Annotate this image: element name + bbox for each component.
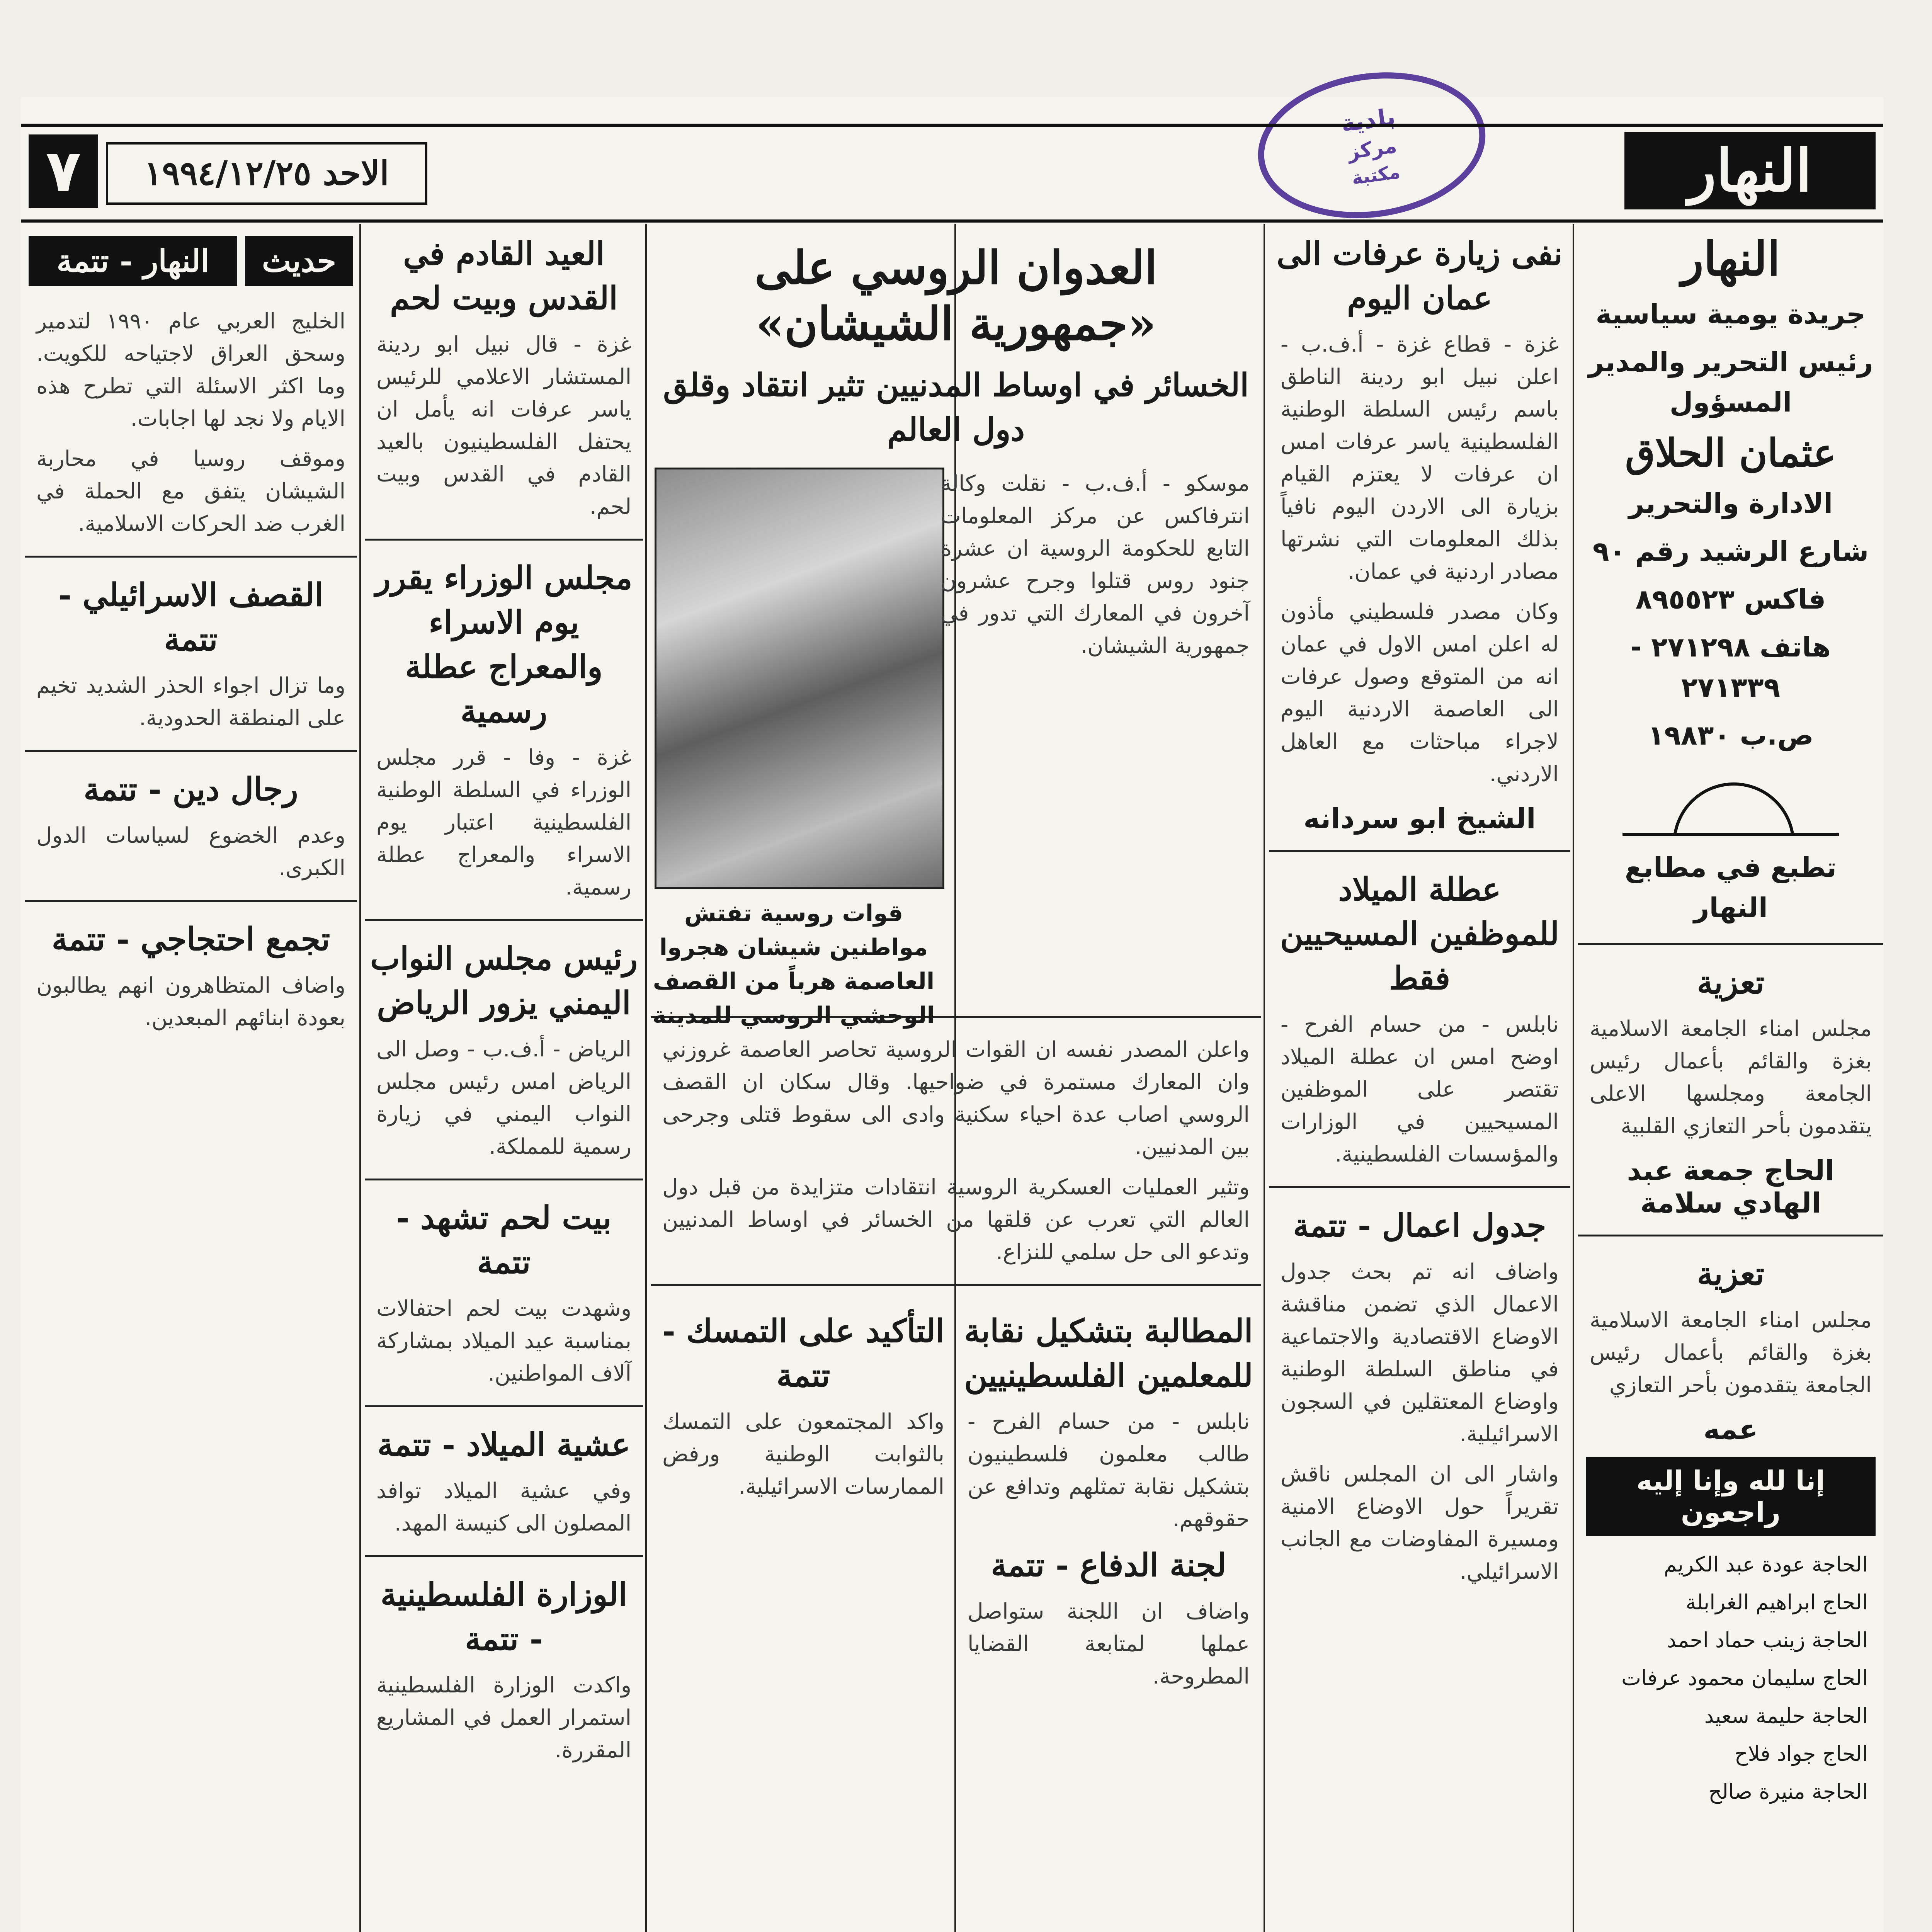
condolence-text-2: مجلس امناء الجامعة الاسلامية بغزة والقائم بأعمال رئيس الجامعة يتقدمون بأحر التعازي bbox=[1590, 1308, 1872, 1398]
print-label: تطبع في مطابع النهار bbox=[1624, 852, 1837, 923]
publisher-tagline: جريدة يومية سياسية bbox=[1595, 298, 1866, 330]
news-photo bbox=[655, 468, 944, 889]
yemen-headline: رئيس مجلس النواب اليمني يزور الرياض bbox=[370, 940, 638, 1022]
condolence-deceased: الحاج جمعة عبد الهادي سلامة bbox=[1627, 1154, 1835, 1219]
editor-name: عثمان الحلاق bbox=[1625, 430, 1837, 476]
christmas-eve-headline: عشية الميلاد - تتمة bbox=[377, 1426, 631, 1463]
column-publisher bbox=[1578, 224, 1883, 1932]
column-divider bbox=[1573, 224, 1574, 1932]
hadith-title: النهار - تتمة bbox=[29, 236, 237, 286]
condolence-title-2: تعزية bbox=[1697, 1255, 1765, 1293]
protest-body: واضاف المتظاهرون انهم يطالبون بعودة ابنائهم المبعدين. bbox=[36, 973, 345, 1031]
jerusalem-body: غزة - قال نبيل ابو ردينة المستشار الاعلامي للرئيس ياسر عرفات انه يأمل ان يحتفل الفلسطينيون بالعيد القادم في القدس وبيت لحم. bbox=[376, 332, 631, 519]
emphasis-body: واكد المجتمعون على التمسك بالثوابت الوطنية ورفض الممارسات الاسرائيلية. bbox=[662, 1409, 944, 1499]
defense-body: واضاف ان اللجنة ستواصل عملها لمتابعة القضايا المطروحة. bbox=[968, 1599, 1250, 1689]
condolence-text: مجلس امناء الجامعة الاسلامية بغزة والقائم بأعمال رئيس الجامعة ومجلسها الاعلى يتقدمون بأحر التعازي القلبية bbox=[1590, 1016, 1872, 1139]
main-subheadline: الخسائر في اوساط المدنيين تثير انتقاد وقلق دول العالم bbox=[663, 367, 1249, 448]
phone-number: هاتف ٢٧١٢٩٨ - ٢٧١٣٣٩ bbox=[1630, 631, 1831, 703]
newspaper-page bbox=[21, 97, 1883, 1932]
column-divider bbox=[359, 224, 361, 1932]
bethlehem-headline: بيت لحم تشهد - تتمة bbox=[396, 1199, 612, 1281]
yemen-body: الرياض - أ.ف.ب - وصل الى الرياض امس رئيس مجلس النواب اليمني في زيارة رسمية للمملكة. bbox=[376, 1037, 631, 1159]
israeli-shelling-headline: القصف الاسرائيلي - تتمة bbox=[58, 577, 323, 658]
sunrise-logo-icon bbox=[1622, 767, 1839, 836]
column-arafat: نفى زيارة عرفات الى عمان اليوم غزة - قطاع غزة - أ.ف.ب - اعلن نبيل ابو ردينة الناطق باسم رئيس السلطة الوطنية الفلسطينية ياسر عرفات امس ان عرفات لا يعتزم القيام بزيارة الى الاردن اليوم نافياً بذلك المعلومات التي نشرتها مصادر اردنية في عمان. وكان مصدر فلسطيني مأذون له اعلن امس الاول في عمان انه من المتوقع وصول عرفات الى العاصمة الاردنية اليوم لاجراء مباحثات مع العاهل الاردني. الشيخ ابو سردانه عطلة الميلاد للموظفين المسيحيين فقط نابلس - من حسام الفرح - اوضح امس ان عطلة الميلاد تقتصر على الموظفين المسيحيين في الوزارات والمؤسسات الفلسطينية. جدول اعمال - تتمة واضاف انه تم بحث جدول الاعمال الذي تضمن مناقشة الاوضاع الاقتصادية والاجتماعية في مناطق السلطة الوطنية واوضاع المعتقلين في السجون الاسرائيلية. واشار الى ان المجلس ناقش تقريراً حول الاوضاع الامنية ومسيرة المفاوضات مع الجانب الاسرائيلي. bbox=[1269, 224, 1570, 1932]
masthead bbox=[21, 124, 1883, 223]
street-address: شارع الرشيد رقم ٩٠ bbox=[1592, 536, 1869, 567]
hadith-body: الخليج العربي عام ١٩٩٠ لتدمير وسحق العراق لاجتياحه للكويت. وما اكثر الاسئلة التي تطرح هذه الايام ولا نجد لها اجابات. bbox=[36, 309, 346, 431]
po-box: ص.ب ١٩٨٣٠ bbox=[1648, 719, 1814, 751]
main-headline: العدوان الروسي على «جمهورية الشيشان» bbox=[754, 241, 1158, 350]
emphasis-headline: التأكيد على التمسك - تتمة bbox=[662, 1313, 945, 1394]
mourning-name: الحاجة عودة عبد الكريم bbox=[1664, 1552, 1868, 1577]
mourning-name: الحاج جواد فلاح bbox=[1734, 1742, 1868, 1766]
main-body-lead: موسكو - أ.ف.ب - نقلت وكالة انترفاكس عن مركز المعلومات التابع للحكومة الروسية ان عشرة جنود روس قتلوا وجرح عشرون آخرون في المعارك التي تدور في جمهورية الشيشان. bbox=[940, 471, 1250, 658]
ministry-body: واكدت الوزارة الفلسطينية استمرار العمل في المشاريع المقررة. bbox=[376, 1673, 631, 1763]
main-body: واعلن المصدر نفسه ان القوات الروسية تحاصر العاصمة غروزني وان المعارك مستمرة في ضواحيها. وقال سكان ان القصف الروسي اصاب عدة احياء سكنية وادى الى سقوط قتلى وجرحى بين المدنيين. bbox=[662, 1037, 1250, 1160]
ministry-headline: الوزارة الفلسطينية - تتمة bbox=[380, 1576, 628, 1658]
protest-headline: تجمع احتجاجي - تتمة bbox=[51, 921, 330, 958]
column-hadith: حديث النهار - تتمة الخليج العربي عام ١٩٩٠ لتدمير وسحق العراق لاجتياحه للكويت. وما اكثر الاسئلة التي تطرح هذه الايام ولا نجد لها اجابات. وموقف روسيا في محاربة الشيشان يتفق مع الحملة في الغرب ضد الحركات الاسلامية. القصف الاسرائيلي - تتمة وما تزال اجواء الحذر الشديد تخيم على المنطقة الحدودية. رجال دين - تتمة وعدم الخضوع لسياسات الدول الكبرى. تجمع احتجاجي - تتمة واضاف المتظاهرون انهم يطالبون بعودة ابنائهم المبعدين. bbox=[25, 224, 357, 1932]
mourning-name: الحاجة منيرة صالح bbox=[1708, 1779, 1868, 1804]
mourning-name: الحاج سليمان محمود عرفات bbox=[1621, 1666, 1868, 1690]
holiday-headline: عطلة الميلاد للموظفين المسيحيين فقط bbox=[1280, 871, 1560, 997]
defense-headline: لجنة الدفاع - تتمة bbox=[991, 1547, 1226, 1584]
editor-label: رئيس التحرير والمدير المسؤول bbox=[1588, 346, 1873, 418]
page-number: ٧ bbox=[29, 134, 98, 208]
condolence-subtitle-2: عمه bbox=[1703, 1413, 1758, 1446]
cabinet-body: غزة - وفا - قرر مجلس الوزراء في السلطة الوطنية الفلسطينية اعتبار يوم الاسراء والمعراج عطلة رسمية. bbox=[376, 745, 631, 900]
stamp-line-1: بلدية bbox=[1339, 103, 1397, 138]
hadith-tag: حديث bbox=[245, 236, 353, 286]
christmas-eve-body: وفي عشية الميلاد توافد المصلون الى كنيسة المهد. bbox=[376, 1478, 631, 1536]
newspaper-logo: النهار bbox=[1624, 132, 1876, 209]
fax-number: فاكس ٨٩٥٥٢٣ bbox=[1635, 583, 1826, 615]
clerics-body: وعدم الخضوع لسياسات الدول الكبرى. bbox=[36, 823, 345, 881]
mourning-name: الحاجة زينب حماد احمد bbox=[1667, 1628, 1868, 1652]
mourning-box-title: إنا لله وإنا إليه راجعون bbox=[1586, 1457, 1876, 1536]
teachers-body: نابلس - من حسام الفرح - طالب معلمون فلسطينيون بتشكيل نقابة تمثلهم وتدافع عن حقوقهم. bbox=[968, 1409, 1250, 1532]
holiday-body: نابلس - من حسام الفرح - اوضح امس ان عطلة الميلاد تقتصر على الموظفين المسيحيين في الوزارات والمؤسسات الفلسطينية. bbox=[1281, 1012, 1559, 1167]
condolence-title: تعزية bbox=[1697, 964, 1765, 1001]
arafat-body: غزة - قطاع غزة - أ.ف.ب - اعلن نبيل ابو ردينة الناطق باسم رئيس السلطة الوطنية الفلسطينية ياسر عرفات امس ان عرفات لا يعتزم القيام بزيارة الى الاردن اليوم نافياً بذلك المعلومات التي نشرتها مصادر اردنية في عمان. bbox=[1281, 332, 1559, 584]
mourning-name: الحاجة حليمة سعيد bbox=[1704, 1704, 1868, 1728]
teachers-headline: المطالبة بتشكيل نقابة للمعلمين الفلسطينيين bbox=[964, 1313, 1253, 1394]
arafat-headline: نفى زيارة عرفات الى عمان اليوم bbox=[1277, 235, 1563, 317]
admin-label: الادارة والتحرير bbox=[1628, 488, 1833, 519]
main-story: العدوان الروسي على «جمهورية الشيشان» الخسائر في اوساط المدنيين تثير انتقاد وقلق دول العالم قوات روسية تفتش مواطنين شيشان هجروا العاصمة هرباً من القصف الوحشي الروسي للمدينة موسكو - أ.ف.ب - نقلت وكالة انترفاكس عن مركز المعلومات التابع للحكومة الروسية ان عشرة جنود روس قتلوا وجرح عشرون آخرون في المعارك التي تدور في جمهورية الشيشان. واعلن المصدر نفسه ان القوات الروسية تحاصر العاصمة غروزني وان المعارك مستمرة في ضواحيها. وقال سكان ان القصف الروسي اصاب عدة احياء سكنية وادى الى سقوط قتلى وجرحى بين المدنيين. وتثير العمليات العسكرية الروسية انتقادات متزايدة من قبل دول العالم التي تعرب عن قلقها من الخسائر في اوساط المدنيين وتدعو الى حل سلمي للنزاع. المطالبة بتشكيل نقابة للمعلمين الفلسطينيين نابلس - من حسام الفرح - طالب معلمون فلسطينيون بتشكيل نقابة تمثلهم وتدافع عن حقوقهم. لجنة الدفاع - تتمة واضاف ان اللجنة ستواصل عملها لمتابعة القضايا المطروحة. التأكيد على التمسك - تتمة واكد المجتمعون على التمسك بالثوابت الوطنية ورفض الممارسات الاسرائيلية. bbox=[651, 224, 1261, 1932]
issue-date: الاحد ١٩٩٤/١٢/٢٥ bbox=[106, 142, 427, 205]
photo-caption: قوات روسية تفتش مواطنين شيشان هجروا العاصمة هرباً من القصف الوحشي الروسي للمدينة bbox=[652, 900, 935, 1029]
clerics-headline: رجال دين - تتمة bbox=[83, 771, 298, 808]
arafat-byline: الشيخ ابو سردانه bbox=[1303, 802, 1536, 835]
column-jerusalem bbox=[365, 224, 643, 1932]
schedule-body: واضاف انه تم بحث جدول الاعمال الذي تضمن مناقشة الاوضاع الاقتصادية والاجتماعية في مناطق السلطة الوطنية واوضاع المعتقلين في السجون الاسرائيلية. bbox=[1281, 1259, 1559, 1447]
mourning-name: الحاج ابراهيم الغرابلة bbox=[1685, 1590, 1868, 1614]
schedule-headline: جدول اعمال - تتمة bbox=[1293, 1207, 1546, 1244]
stamp-line-2: مركز bbox=[1346, 134, 1398, 164]
cabinet-headline: مجلس الوزراء يقرر يوم الاسراء والمعراج عطلة رسمية bbox=[375, 560, 633, 730]
column-divider bbox=[645, 224, 647, 1932]
jerusalem-headline: العيد القادم في القدس وبيت لحم bbox=[390, 235, 618, 317]
publisher-name: النهار bbox=[1681, 232, 1780, 286]
bethlehem-body: وشهدت بيت لحم احتفالات بمناسبة عيد الميلاد بمشاركة آلاف المواطنين. bbox=[376, 1296, 631, 1386]
stamp-line-3: مكتبة bbox=[1350, 161, 1402, 189]
column-divider bbox=[1264, 224, 1265, 1932]
israeli-shelling-body: وما تزال اجواء الحذر الشديد تخيم على المنطقة الحدودية. bbox=[36, 673, 345, 731]
